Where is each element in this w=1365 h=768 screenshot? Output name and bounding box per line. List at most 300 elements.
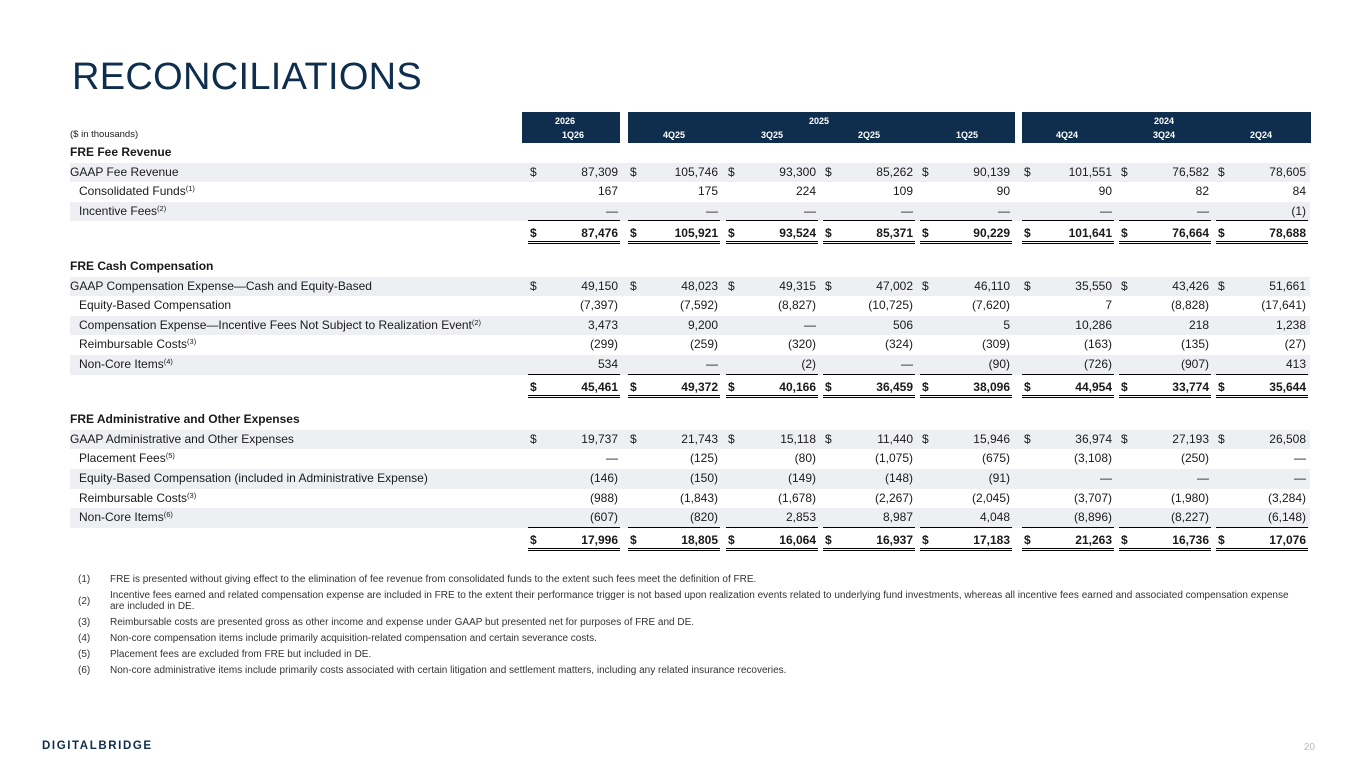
value-cell <box>1119 430 1211 450</box>
cell-value: (7,592) <box>679 298 718 313</box>
quarter-label-3q25: 3Q25 <box>761 130 784 140</box>
table-row <box>70 489 1310 509</box>
total-row <box>70 378 1310 398</box>
table-row <box>70 277 1310 297</box>
footnote-ref: (5) <box>165 451 175 461</box>
value-cell <box>1119 163 1211 183</box>
cell-value: (163) <box>1083 337 1112 352</box>
value-cell <box>1216 469 1308 489</box>
currency-symbol: $ <box>825 164 832 179</box>
header-2024 <box>1022 112 1311 143</box>
cell-value: 90,139 <box>973 164 1010 179</box>
year-label-2026: 2026 <box>555 116 576 126</box>
row-label <box>79 316 481 336</box>
currency-symbol: $ <box>530 226 537 241</box>
value-cell <box>823 224 915 244</box>
value-cell <box>528 508 620 528</box>
cell-value: (1,843) <box>679 490 718 505</box>
value-cell <box>1216 163 1308 183</box>
cell-value: 44,954 <box>1075 379 1112 394</box>
cell-value: (988) <box>589 490 618 505</box>
value-cell <box>1022 316 1114 336</box>
cell-value: (309) <box>981 337 1010 352</box>
cell-value: (80) <box>794 451 816 466</box>
value-cell <box>528 430 620 450</box>
row-label <box>79 469 428 489</box>
table-row <box>70 355 1310 375</box>
currency-symbol: $ <box>630 431 637 446</box>
cell-value: 85,371 <box>876 226 913 241</box>
cell-value: (90) <box>988 356 1010 371</box>
cell-value: (2,045) <box>971 490 1010 505</box>
cell-value: 35,644 <box>1269 379 1306 394</box>
value-cell <box>920 224 1012 244</box>
footnote-number: (2) <box>78 596 91 607</box>
cell-value: (10,725) <box>868 298 913 313</box>
cell-value: (3,284) <box>1267 490 1306 505</box>
footnote-text: FRE is presented without giving effect to the elimination of fee revenue from consolidated funds to the extent such fees meet the definition of FRE. <box>110 574 757 585</box>
cell-value: (2,267) <box>874 490 913 505</box>
row-label-text: Non-Core Items <box>79 510 164 525</box>
cell-value: 40,166 <box>779 379 816 394</box>
row-label-text: Non-Core Items <box>79 356 164 371</box>
currency-symbol: $ <box>922 226 929 241</box>
header-2025 <box>628 112 1015 143</box>
cell-value: 19,737 <box>581 431 618 446</box>
cell-value: (8,828) <box>1170 298 1209 313</box>
page-title: RECONCILIATIONS <box>72 56 423 98</box>
currency-symbol: $ <box>1121 226 1128 241</box>
row-label <box>79 182 195 202</box>
year-label-2025: 2025 <box>809 116 830 126</box>
currency-symbol: $ <box>1218 379 1225 394</box>
cell-value: 16,937 <box>876 532 913 547</box>
cell-value: 93,524 <box>779 226 816 241</box>
cell-value: — <box>606 203 618 218</box>
value-cell <box>920 378 1012 398</box>
currency-symbol: $ <box>1218 532 1225 547</box>
row-label-text: GAAP Administrative and Other Expenses <box>70 431 294 446</box>
currency-symbol: $ <box>1024 431 1031 446</box>
section-heading-label: FRE Cash Compensation <box>70 258 214 273</box>
row-label-text: Consolidated Funds <box>79 184 186 199</box>
value-cell <box>726 335 818 355</box>
cell-value: 36,459 <box>876 379 913 394</box>
currency-symbol: $ <box>1218 226 1225 241</box>
cell-value: (1,678) <box>777 490 816 505</box>
value-cell <box>726 182 818 202</box>
value-cell <box>1119 355 1211 375</box>
value-cell <box>528 163 620 183</box>
value-cell <box>823 202 915 222</box>
cell-value: (820) <box>689 510 718 525</box>
value-cell <box>1119 277 1211 297</box>
currency-symbol: $ <box>825 226 832 241</box>
cell-value: 87,309 <box>581 164 618 179</box>
cell-value: — <box>901 356 913 371</box>
value-cell <box>1119 469 1211 489</box>
currency-symbol: $ <box>1121 532 1128 547</box>
cell-value: — <box>1197 470 1209 485</box>
currency-symbol: $ <box>1024 164 1031 179</box>
value-cell <box>528 378 620 398</box>
cell-value: 17,183 <box>973 532 1010 547</box>
value-cell <box>920 508 1012 528</box>
value-cell <box>1216 378 1308 398</box>
quarter-label-1q26: 1Q26 <box>562 130 585 140</box>
currency-symbol: $ <box>1024 379 1031 394</box>
footnote-text: Non-core administrative items include primarily costs associated with certain litigation and settlement matters, including any related insurance recoveries. <box>110 665 787 676</box>
value-cell <box>920 182 1012 202</box>
cell-value: 7 <box>1105 298 1112 313</box>
value-cell <box>823 163 915 183</box>
cell-value: 16,736 <box>1172 532 1209 547</box>
value-cell <box>1022 430 1114 450</box>
value-cell <box>1119 449 1211 469</box>
cell-value: 18,805 <box>681 532 718 547</box>
currency-symbol: $ <box>922 431 929 446</box>
cell-value: 224 <box>795 184 816 199</box>
cell-value: 85,262 <box>876 164 913 179</box>
value-cell <box>1022 335 1114 355</box>
value-cell <box>628 378 720 398</box>
table-row <box>70 335 1310 355</box>
value-cell <box>628 277 720 297</box>
cell-value: (2) <box>801 356 816 371</box>
currency-symbol: $ <box>530 431 537 446</box>
cell-value: 175 <box>697 184 718 199</box>
cell-value: (91) <box>988 470 1010 485</box>
cell-value: (148) <box>884 470 913 485</box>
footnote-number: (5) <box>78 649 91 660</box>
value-cell <box>726 508 818 528</box>
value-cell <box>1022 182 1114 202</box>
cell-value: (135) <box>1180 337 1209 352</box>
value-cell <box>528 182 620 202</box>
value-cell <box>726 224 818 244</box>
value-cell <box>726 316 818 336</box>
value-cell <box>1119 224 1211 244</box>
value-cell <box>726 202 818 222</box>
value-cell <box>1119 378 1211 398</box>
value-cell <box>920 316 1012 336</box>
currency-symbol: $ <box>728 532 735 547</box>
value-cell <box>628 224 720 244</box>
value-cell <box>1216 224 1308 244</box>
total-row <box>70 224 1310 244</box>
value-cell <box>920 355 1012 375</box>
currency-symbol: $ <box>1121 431 1128 446</box>
row-label <box>70 430 294 450</box>
row-label <box>70 163 179 183</box>
cell-value: 534 <box>597 356 618 371</box>
quarter-label-3q24: 3Q24 <box>1153 130 1176 140</box>
footnote-number: (3) <box>78 617 91 628</box>
cell-value: (3,108) <box>1073 451 1112 466</box>
value-cell <box>823 296 915 316</box>
cell-value: 3,473 <box>587 317 618 332</box>
cell-value: (7,397) <box>579 298 618 313</box>
value-cell <box>920 489 1012 509</box>
cell-value: — <box>1100 470 1112 485</box>
currency-symbol: $ <box>1218 164 1225 179</box>
value-cell <box>1022 163 1114 183</box>
cell-value: 1,238 <box>1275 317 1306 332</box>
row-label <box>79 296 231 316</box>
footnote-ref: (6) <box>163 510 173 520</box>
value-cell <box>528 277 620 297</box>
currency-symbol: $ <box>1024 278 1031 293</box>
cell-value: (726) <box>1083 356 1112 371</box>
row-label <box>79 449 175 469</box>
reconciliation-table <box>70 143 1310 550</box>
value-cell <box>528 224 620 244</box>
footnote-text: Placement fees are excluded from FRE but included in DE. <box>110 649 372 660</box>
value-cell <box>528 296 620 316</box>
footnote-text: Reimbursable costs are presented gross as other income and expense under GAAP but presented net for purposes of FRE and DE. <box>110 617 695 628</box>
cell-value: 10,286 <box>1075 317 1112 332</box>
value-cell <box>1022 202 1114 222</box>
currency-symbol: $ <box>1024 532 1031 547</box>
currency-symbol: $ <box>825 278 832 293</box>
footnote <box>70 649 1300 660</box>
cell-value: (1,075) <box>874 451 913 466</box>
value-cell <box>628 430 720 450</box>
cell-value: 76,582 <box>1172 164 1209 179</box>
cell-value: (607) <box>589 510 618 525</box>
value-cell <box>1022 296 1114 316</box>
cell-value: — <box>706 203 718 218</box>
cell-value: 17,076 <box>1269 532 1306 547</box>
value-cell <box>1119 489 1211 509</box>
footnote <box>70 617 1300 628</box>
currency-symbol: $ <box>922 278 929 293</box>
currency-symbol: $ <box>530 278 537 293</box>
table-row <box>70 430 1310 450</box>
currency-symbol: $ <box>530 379 537 394</box>
value-cell <box>726 531 818 551</box>
value-cell <box>1216 202 1308 222</box>
footnote <box>70 590 1300 612</box>
table-row <box>70 316 1310 336</box>
cell-value: (149) <box>787 470 816 485</box>
value-cell <box>628 182 720 202</box>
row-label-text: GAAP Compensation Expense—Cash and Equity-Based <box>70 278 372 293</box>
value-cell <box>1119 531 1211 551</box>
value-cell <box>628 296 720 316</box>
currency-symbol: $ <box>630 226 637 241</box>
cell-value: 506 <box>892 317 913 332</box>
value-cell <box>726 430 818 450</box>
table-row <box>70 202 1310 222</box>
footnote-ref: (4) <box>163 356 173 366</box>
cell-value: — <box>804 203 816 218</box>
value-cell <box>726 296 818 316</box>
cell-value: 109 <box>892 184 913 199</box>
cell-value: 90,229 <box>973 226 1010 241</box>
value-cell <box>1022 531 1114 551</box>
value-cell <box>628 489 720 509</box>
currency-symbol: $ <box>825 379 832 394</box>
cell-value: (146) <box>589 470 618 485</box>
row-label-text: Reimbursable Costs <box>79 490 188 505</box>
cell-value: 9,200 <box>687 317 718 332</box>
cell-value: 51,661 <box>1269 278 1306 293</box>
cell-value: 84 <box>1292 184 1306 199</box>
cell-value: (1) <box>1291 203 1306 218</box>
cell-value: 17,996 <box>581 532 618 547</box>
value-cell <box>823 378 915 398</box>
cell-value: 38,096 <box>973 379 1010 394</box>
value-cell <box>726 489 818 509</box>
value-cell <box>920 531 1012 551</box>
cell-value: 4,048 <box>979 510 1010 525</box>
row-label-text: Equity-Based Compensation (included in Administrative Expense) <box>79 470 428 485</box>
value-cell <box>1216 355 1308 375</box>
quarter-label-4q24: 4Q24 <box>1056 130 1079 140</box>
cell-value: 21,743 <box>681 431 718 446</box>
value-cell <box>920 469 1012 489</box>
currency-symbol: $ <box>922 532 929 547</box>
value-cell <box>1022 508 1114 528</box>
value-cell <box>528 355 620 375</box>
currency-symbol: $ <box>1121 379 1128 394</box>
cell-value: 101,641 <box>1068 226 1112 241</box>
value-cell <box>528 489 620 509</box>
cell-value: (675) <box>981 451 1010 466</box>
footnote-ref: (3) <box>187 490 197 500</box>
currency-symbol: $ <box>1218 278 1225 293</box>
footnote-number: (1) <box>78 574 91 585</box>
value-cell <box>628 163 720 183</box>
value-cell <box>628 531 720 551</box>
cell-value: 36,974 <box>1075 431 1112 446</box>
cell-value: (8,896) <box>1073 510 1112 525</box>
cell-value: 82 <box>1195 184 1209 199</box>
section-spacer <box>70 244 1310 257</box>
cell-value: (1,980) <box>1170 490 1209 505</box>
value-cell <box>1022 489 1114 509</box>
table-row <box>70 182 1310 202</box>
value-cell <box>823 355 915 375</box>
currency-symbol: $ <box>728 431 735 446</box>
footnotes <box>70 574 1300 681</box>
row-label <box>79 489 196 509</box>
footnote-ref: (2) <box>157 203 167 213</box>
cell-value: — <box>1294 451 1306 466</box>
cell-value: (6,148) <box>1267 510 1306 525</box>
section-heading <box>70 410 1310 430</box>
value-cell <box>1216 449 1308 469</box>
quarter-label-2q25: 2Q25 <box>858 130 881 140</box>
cell-value: — <box>706 356 718 371</box>
cell-value: (8,227) <box>1170 510 1209 525</box>
page-number: 20 <box>1303 742 1315 753</box>
footnote-ref: (3) <box>187 337 197 347</box>
value-cell <box>1119 296 1211 316</box>
header-2026 <box>522 112 620 143</box>
value-cell <box>1216 335 1308 355</box>
section-spacer <box>70 397 1310 410</box>
cell-value: 76,664 <box>1172 226 1209 241</box>
currency-symbol: $ <box>728 164 735 179</box>
footnote-text: Incentive fees earned and related compensation expense are included in FRE to the extent their performance trigger is not based upon realization events related to underlying fund investments, whereas all incentive fees earned and associated compensation expense are included in DE. <box>110 590 1289 612</box>
cell-value: 49,372 <box>681 379 718 394</box>
footnote-text: Non-core compensation items include primarily acquisition-related compensation and certain severance costs. <box>110 633 597 644</box>
value-cell <box>920 449 1012 469</box>
currency-symbol: $ <box>922 164 929 179</box>
cell-value: 27,193 <box>1172 431 1209 446</box>
cell-value: 26,508 <box>1269 431 1306 446</box>
cell-value: 105,746 <box>674 164 718 179</box>
value-cell <box>726 378 818 398</box>
cell-value: 43,426 <box>1172 278 1209 293</box>
value-cell <box>726 355 818 375</box>
cell-value: (150) <box>689 470 718 485</box>
cell-value: 5 <box>1003 317 1010 332</box>
value-cell <box>823 469 915 489</box>
cell-value: (7,620) <box>971 298 1010 313</box>
currency-symbol: $ <box>630 379 637 394</box>
cell-value: — <box>804 317 816 332</box>
cell-value: (299) <box>589 337 618 352</box>
cell-value: 47,002 <box>876 278 913 293</box>
value-cell <box>528 469 620 489</box>
value-cell <box>1119 182 1211 202</box>
value-cell <box>628 316 720 336</box>
footnote-ref: (2) <box>471 317 482 327</box>
cell-value: (907) <box>1180 356 1209 371</box>
cell-value: — <box>606 451 618 466</box>
value-cell <box>1119 316 1211 336</box>
value-cell <box>920 430 1012 450</box>
table-row <box>70 296 1310 316</box>
row-label-text: Reimbursable Costs <box>79 337 188 352</box>
cell-value: 2,853 <box>785 510 816 525</box>
footnote <box>70 633 1300 644</box>
currency-symbol: $ <box>728 278 735 293</box>
value-cell <box>1216 277 1308 297</box>
value-cell <box>528 202 620 222</box>
cell-value: — <box>901 203 913 218</box>
row-label-text: Equity-Based Compensation <box>79 298 232 313</box>
value-cell <box>823 489 915 509</box>
cell-value: 218 <box>1188 317 1209 332</box>
cell-value: 93,300 <box>779 164 816 179</box>
cell-value: (259) <box>689 337 718 352</box>
cell-value: 46,110 <box>974 278 1010 293</box>
digitalbridge-logo: DIGITALBRIDGE <box>42 740 153 752</box>
value-cell <box>1216 508 1308 528</box>
cell-value: (320) <box>787 337 816 352</box>
cell-value: 45,461 <box>581 379 618 394</box>
value-cell <box>1022 378 1114 398</box>
value-cell <box>726 449 818 469</box>
value-cell <box>823 449 915 469</box>
value-cell <box>628 449 720 469</box>
value-cell <box>823 335 915 355</box>
currency-symbol: $ <box>728 226 735 241</box>
table-row <box>70 469 1310 489</box>
cell-value: — <box>998 203 1010 218</box>
value-cell <box>823 531 915 551</box>
value-cell <box>1022 449 1114 469</box>
value-cell <box>528 316 620 336</box>
currency-symbol: $ <box>1218 431 1225 446</box>
value-cell <box>1216 316 1308 336</box>
table-row <box>70 508 1310 528</box>
cell-value: 15,946 <box>973 431 1010 446</box>
